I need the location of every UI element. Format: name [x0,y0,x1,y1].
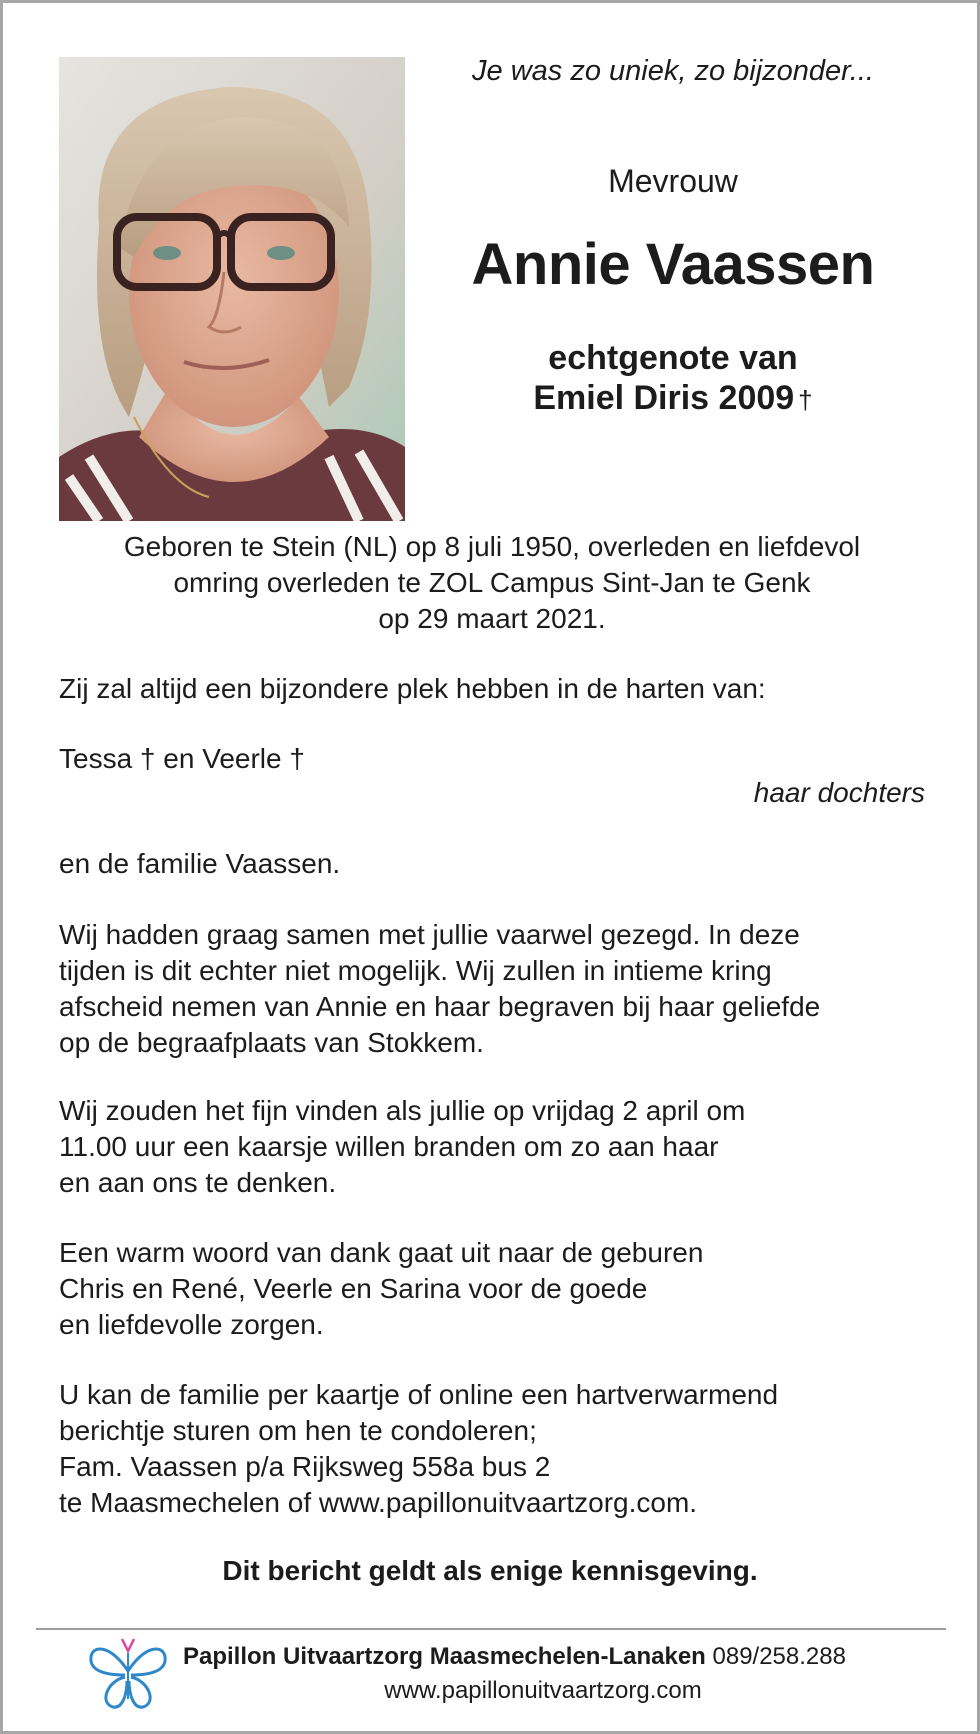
honorific: Mevrouw [608,163,738,199]
deceased-name: Annie Vaassen [471,232,875,297]
birth-death-details [59,529,925,637]
paragraph-line: Wij hadden graag samen met jullie vaarwel gezegd. In deze [59,919,800,950]
paragraph-line: Wij zouden het fijn vinden als jullie op vrijdag 2 april om [59,1095,746,1126]
paragraph-line: en liefdevolle zorgen. [59,1309,324,1340]
funeral-home-phone: 089/258.288 [712,1643,846,1670]
family-intro: Zij zal altijd een bijzondere plek hebben in de harten van: [59,673,766,704]
paragraph-line: te Maasmechelen of www.papillonuitvaartzorg.com. [59,1487,698,1518]
funeral-home-name: Papillon Uitvaartzorg Maasmechelen-Lanaken [183,1643,706,1670]
extended-family: en de familie Vaassen. [59,848,341,879]
spouse-name-text: Emiel Diris 2009 [533,379,795,417]
cross-icon: † [798,385,813,415]
paragraph-line: tijden is dit echter niet mogelijk. Wij zullen in intieme kring [59,955,772,986]
portrait-photo [59,57,405,521]
butterfly-logo-icon [89,1637,167,1713]
spouse-label: echtgenote van [548,339,798,377]
spouse-name [413,379,933,418]
paragraph-line: op de begraafplaats van Stokkem. [59,1027,484,1058]
condolence-paragraph [59,1377,778,1521]
funeral-home-website[interactable]: www.papillonuitvaartzorg.com [384,1677,702,1704]
footer-divider [36,1628,946,1630]
paragraph-line: afscheid nemen van Annie en haar begraven bij haar geliefde [59,991,821,1022]
thanks-paragraph [59,1235,703,1343]
paragraph-line: en aan ons te denken. [59,1167,337,1198]
candle-paragraph [59,1093,745,1201]
paragraph-line: U kan de familie per kaartje of online een hartverwarmend [59,1379,779,1410]
epigraph: Je was zo uniek, zo bijzonder... [472,55,874,87]
farewell-paragraph [59,917,820,1061]
funeral-home-line [183,1643,846,1671]
children-names: Tessa † en Veerle † [59,743,305,774]
birth-line: Geboren te Stein (NL) op 8 juli 1950, overleden en liefdevol [123,531,861,562]
children-relation: haar dochters [753,777,925,808]
paragraph-line: berichtje sturen om hen te condoleren; [59,1415,537,1446]
paragraph-line: Een warm woord van dank gaat uit naar de geburen [59,1237,704,1268]
paragraph-line: 11.00 uur een kaarsje willen branden om zo aan haar [59,1131,719,1162]
birth-line: omring overleden te ZOL Campus Sint-Jan te Genk [173,567,811,598]
notice-statement: Dit bericht geldt als enige kennisgeving. [222,1555,758,1586]
paragraph-line: Fam. Vaassen p/a Rijksweg 558a bus 2 [59,1451,551,1482]
paragraph-line: Chris en René, Veerle en Sarina voor de goede [59,1273,648,1304]
birth-line: op 29 maart 2021. [378,603,606,634]
